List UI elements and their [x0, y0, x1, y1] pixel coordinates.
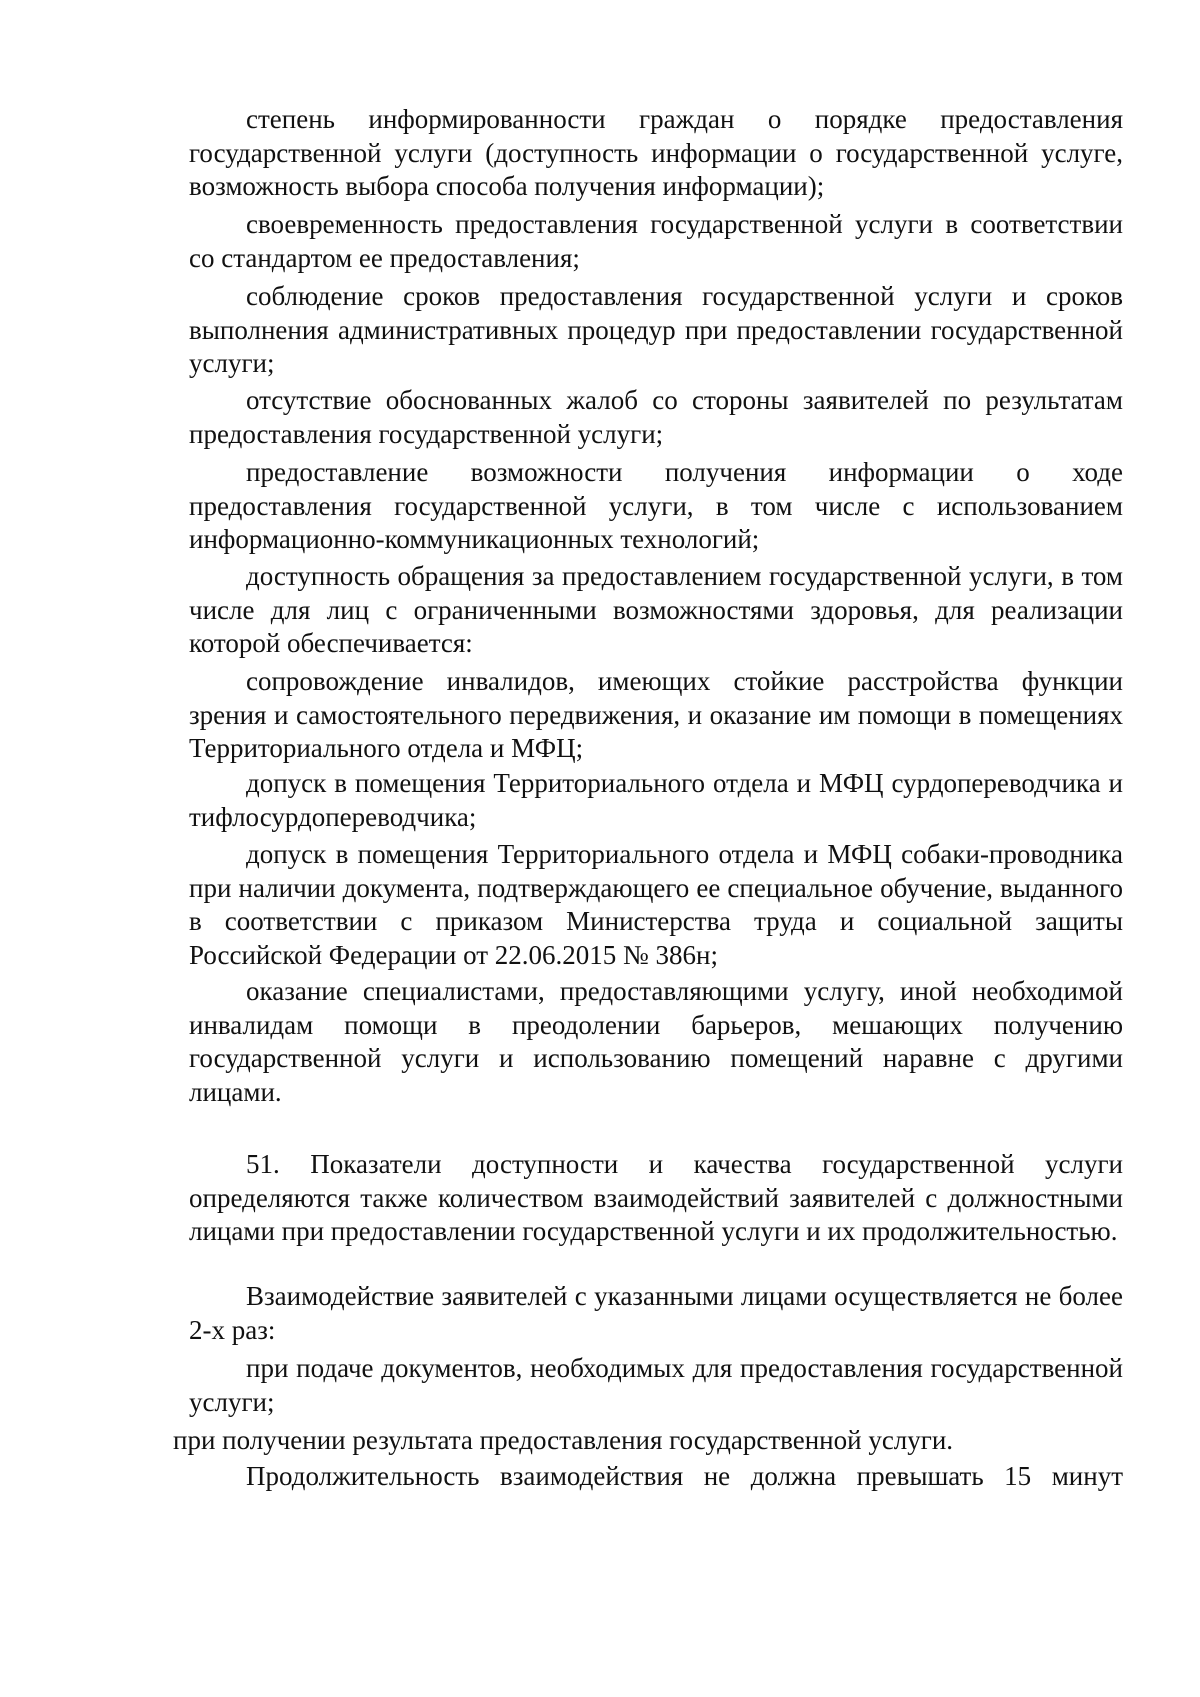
paragraph-sign-interpreter: допуск в помещения Территориального отдела и МФЦ сурдопереводчика и тифлосурдопереводчика;: [189, 768, 1123, 832]
paragraph-interaction-count: Взаимодействие заявителей с указанными лицами осуществляется не более 2-х раз:: [189, 1281, 1123, 1345]
paragraph-timeliness: своевременность предоставления государственной услуги в соответствии со стандартом ее предоставления;: [189, 209, 1123, 273]
paragraph-submission: при подаче документов, необходимых для предоставления государственной услуги;: [189, 1353, 1123, 1417]
paragraph-deadlines: соблюдение сроков предоставления государственной услуги и сроков выполнения административных процедур при предоставлении государственной услуги;: [189, 281, 1123, 378]
paragraph-receiving-result: при получении результата предоставления государственной услуги.: [173, 1425, 954, 1455]
paragraph-accessibility: доступность обращения за предоставлением государственной услуги, в том числе для лиц с ограниченными возможностями здоровья, для реализации которой обеспечивается:: [189, 561, 1123, 658]
paragraph-assistance: оказание специалистами, предоставляющими услугу, иной необходимой инвалидам помощи в преодолении барьеров, мешающих получению государственной услуги и использованию помещений наравне с другими лицами.: [189, 976, 1123, 1107]
paragraph-guide-dog: допуск в помещения Территориального отдела и МФЦ собаки-проводника при наличии документа, подтверждающего ее специальное обучение, выданного в соответствии с приказом Министерства труда и социальной защиты Российской Федерации от 22.06.2015 № 386н;: [189, 839, 1123, 970]
paragraph-no-complaints: отсутствие обоснованных жалоб со стороны заявителей по результатам предоставления государственной услуги;: [189, 385, 1123, 449]
paragraph-informedness: степень информированности граждан о порядке предоставления государственной услуги (доступность информации о государственной услуге, возможность выбора способа получения информации);: [189, 104, 1123, 201]
paragraph-51-indicators: 51. Показатели доступности и качества государственной услуги определяются также количеством взаимодействий заявителей с должностными лицами при предоставлении государственной услуги и их продолжительностью.: [189, 1149, 1123, 1246]
paragraph-progress-info: предоставление возможности получения информации о ходе предоставления государственной услуги, в том числе с использованием информационно-коммуникационных технологий;: [189, 457, 1123, 554]
paragraph-escort: сопровождение инвалидов, имеющих стойкие расстройства функции зрения и самостоятельного передвижения, и оказание им помощи в помещениях Территориального отдела и МФЦ;: [189, 666, 1123, 763]
paragraph-duration: Продолжительность взаимодействия не должна превышать 15 минут: [246, 1461, 1123, 1491]
